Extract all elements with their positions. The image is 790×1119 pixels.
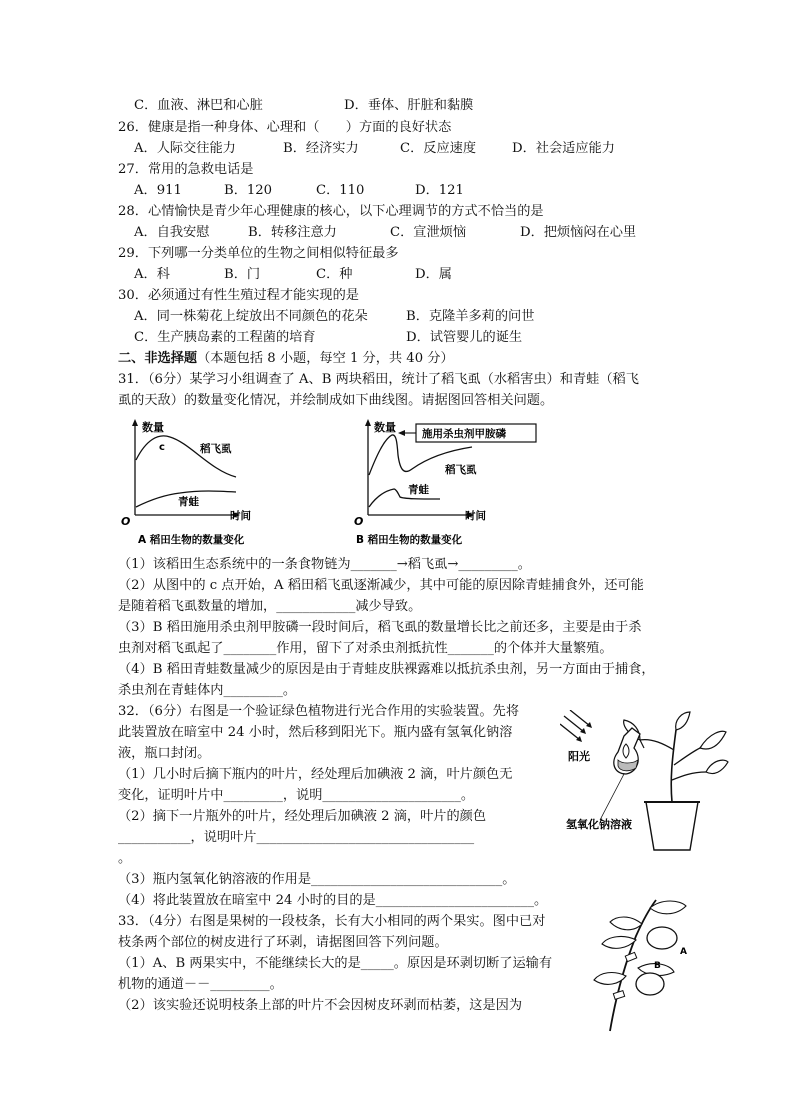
q29-option-a: A．科 — [134, 267, 170, 282]
bark-ring-lower — [613, 991, 624, 1000]
fruit-a — [647, 927, 677, 949]
question-31-line-2: 虱的天敌）的数量变化情况，并绘制成如下曲线图。请据图回答相关问题。 — [118, 393, 554, 408]
q27-option-c: C．110 — [316, 183, 365, 198]
light-rays — [560, 710, 590, 740]
fig-a-xlabel: 时间 — [230, 510, 251, 522]
figure-b-paddy-chart — [350, 415, 550, 549]
fig33-label-a: A — [680, 947, 687, 957]
fig-b-box-label: 施用杀虫剂甲胺磷 — [422, 428, 506, 440]
q32-sub-2b: ___________，说明叶片_________________________________ — [118, 830, 475, 845]
q31-sub-3b: 虫剂对稻飞虱起了________作用，留下了对杀虫剂抵抗性_______的个体并大量繁殖。 — [118, 641, 613, 656]
section-2-heading — [118, 350, 454, 368]
fig32-solution-label: 氢氧化钠溶液 — [566, 818, 632, 831]
leaf — [650, 901, 686, 914]
q30-option-c: C．生产胰岛素的工程菌的培育 — [134, 330, 316, 345]
question-33-line-2: 枝条两个部位的树皮进行了环剥，请据图回答下列问题。 — [118, 935, 448, 950]
fig-a-caption: A 稻田生物的数量变化 — [138, 534, 245, 546]
q33-sub-1b: 机物的通道－－_________。 — [118, 977, 283, 992]
q28-option-b: B．转移注意力 — [248, 225, 337, 240]
question-27: 27．常用的急救电话是 — [118, 162, 254, 177]
q32-sub-1a: （1）几小时后摘下瓶内的叶片，经处理后加碘液 2 滴，叶片颜色无 — [118, 767, 513, 782]
q30-option-d: D．试管婴儿的诞生 — [406, 330, 523, 345]
q28-option-d: D．把烦恼闷在心里 — [520, 225, 637, 240]
q26-option-c: C．反应速度 — [400, 141, 477, 156]
fig-b-frog-label: 青蛙 — [408, 484, 429, 496]
flower-pot — [646, 802, 698, 850]
section-2-note: （本题包括 8 小题，每空 1 分，共 40 分） — [197, 351, 454, 366]
q27-option-d: D．121 — [415, 183, 464, 198]
q33-sub-2: （2）该实验还说明枝条上部的叶片不会因树皮环剥而枯萎，这是因为 — [118, 998, 523, 1013]
question-32-line-3: 液，瓶口封闭。 — [118, 746, 211, 761]
q32-sub-4: （4）将此装置放在暗室中 24 小时的目的是________________________。 — [118, 893, 548, 908]
fig-a-pest-label: 稻飞虱 — [200, 443, 232, 455]
fig32-light-label: 阳光 — [568, 750, 590, 763]
fig-b-y-arrow — [365, 419, 371, 426]
q32-sub-3: （3）瓶内氢氧化钠溶液的作用是_____________________________。 — [118, 872, 516, 887]
fig-a-point-c: c — [159, 442, 165, 453]
q32-sub-1b: 变化，证明叶片中_________，说明_____________________。 — [118, 788, 475, 803]
q27-option-a: A．911 — [134, 183, 182, 198]
figure-32-photosynthesis — [560, 710, 730, 860]
q30-option-a: A．同一株菊花上绽放出不同颜色的花朵 — [134, 309, 368, 324]
q32-sub-2c: 。 — [118, 851, 132, 866]
figure-33-fruit-branch — [590, 896, 700, 1034]
fig33-label-b: B — [654, 961, 661, 971]
leaf — [676, 712, 690, 730]
q33-sub-1a: （1）A、B 两果实中，不能继续长大的是_____。原因是环剥切断了运输有 — [118, 956, 553, 971]
question-30: 30．必须通过有性生殖过程才能实现的是 — [118, 288, 359, 303]
q25-option-d: D．垂体、肝脏和黏膜 — [344, 98, 474, 113]
q27-option-b: B．120 — [224, 183, 273, 198]
q30-option-b: B．克隆羊多莉的问世 — [406, 309, 535, 324]
question-26: 26．健康是指一种身体、心理和（ ）方面的良好状态 — [118, 120, 452, 135]
q26-option-d: D．社会适应能力 — [512, 141, 615, 156]
section-2-title: 二、非选择题 — [118, 351, 198, 366]
leaf — [700, 731, 726, 749]
q29-option-b: B．门 — [224, 267, 261, 282]
bark-ring-upper — [625, 952, 637, 961]
fig-b-frog-curve — [369, 489, 440, 507]
q31-sub-1: （1）该稻田生态系统中的一条食物链为_______→稻飞虱→_________。 — [118, 557, 531, 572]
leaf — [602, 937, 636, 949]
q29-option-d: D．属 — [415, 267, 452, 282]
q25-option-c: C．血液、淋巴和心脏 — [134, 98, 263, 113]
fruit-b — [636, 973, 664, 995]
question-28: 28．心情愉快是青少年心理健康的核心，以下心理调节的方式不恰当的是 — [118, 204, 544, 219]
fig-a-y-arrow — [132, 419, 138, 426]
question-32-line-1: 32．（6分）右图是一个验证绿色植物进行光合作用的实验装置。先将 — [118, 704, 520, 719]
q32-sub-2a: （2）摘下一片瓶外的叶片，经处理后加碘液 2 滴，叶片的颜色 — [118, 809, 487, 824]
q26-option-b: B．经济实力 — [283, 141, 359, 156]
fig-b-xlabel: 时间 — [465, 510, 486, 522]
question-32-line-2: 此装置放在暗室中 24 小时，然后移到阳光下。瓶内盛有氢氧化钠溶 — [118, 725, 513, 740]
fig-a-ylabel: 数量 — [142, 421, 164, 434]
leaf — [706, 760, 728, 773]
fig-b-ylabel: 数量 — [374, 421, 396, 434]
fig-b-origin: O — [354, 515, 364, 528]
q28-option-a: A．自我安慰 — [134, 225, 210, 240]
question-33-line-1: 33．（4分）右图是果树的一段枝条，长有大小相同的两个果实。图中已对 — [118, 914, 546, 929]
fig-b-caption: B 稻田生物的数量变化 — [356, 534, 463, 546]
plant-stem — [671, 730, 676, 802]
leaf — [610, 917, 642, 930]
q28-option-c: C．宣泄烦恼 — [390, 225, 467, 240]
fig-b-box-arrow-head — [398, 430, 405, 436]
question-29: 29．下列哪一分类单位的生物之间相似特征最多 — [118, 246, 399, 261]
q31-sub-2a: （2）从图中的 c 点开始，A 稻田稻飞虱逐渐减少，其中可能的原因除青蛙捕食外，还可能 — [118, 578, 644, 593]
fig-a-frog-label: 青蛙 — [178, 496, 199, 508]
q31-sub-4a: （4）B 稻田青蛙数量减少的原因是由于青蛙皮肤裸露难以抵抗杀虫剂，另一方面由于捕食， — [118, 662, 655, 677]
q29-option-c: C．种 — [316, 267, 353, 282]
fig-b-pest-label: 稻飞虱 — [445, 464, 477, 476]
q31-sub-2b: 是随着稻飞虱数量的增加，____________减少导致。 — [118, 599, 422, 614]
q31-sub-4b: 杀虫剂在青蛙体内_________。 — [118, 683, 297, 698]
q26-option-a: A．人际交往能力 — [134, 141, 236, 156]
figure-a-paddy-chart — [118, 415, 254, 549]
q31-sub-3a: （3）B 稻田施用杀虫剂甲胺磷一段时间后，稻飞虱的数量增长比之前还多，主要是由于杀 — [118, 620, 642, 635]
fig-a-origin: O — [121, 515, 131, 528]
question-31-line-1: 31．（6分）某学习小组调查了 A、B 两块稻田，统计了稻飞虱（水稻害虫）和青蛙（稻飞 — [118, 372, 639, 387]
